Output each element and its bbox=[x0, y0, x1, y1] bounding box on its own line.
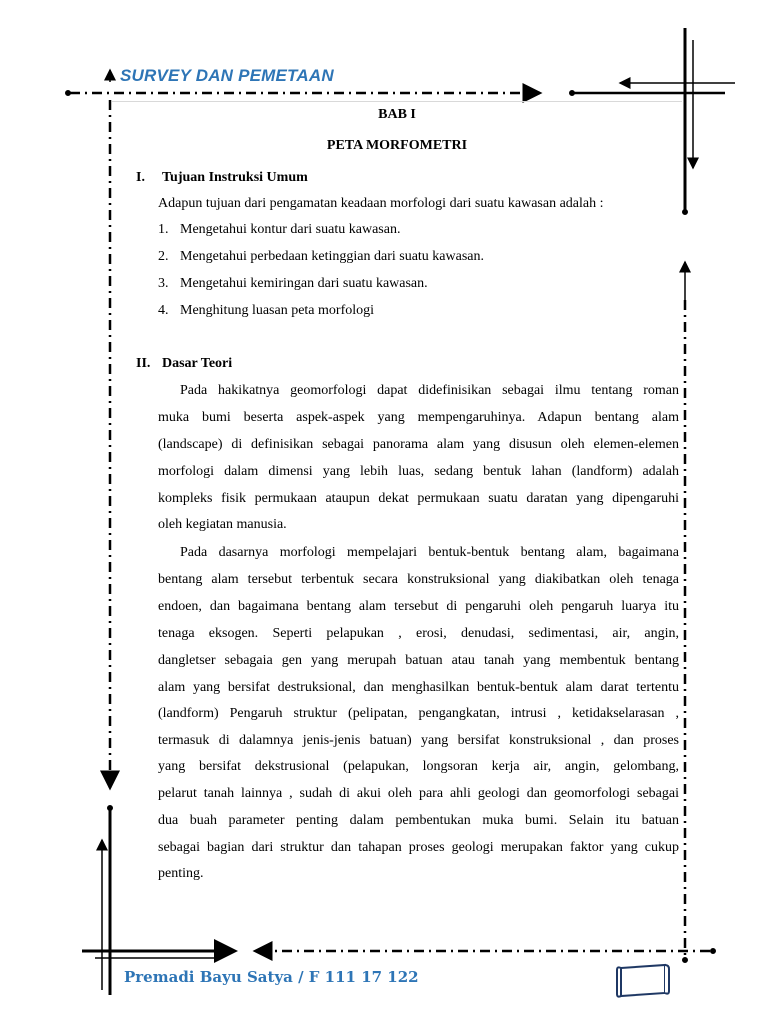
header-title: SURVEY DAN PEMETAAN bbox=[120, 66, 334, 85]
list-item-number: 1. bbox=[158, 222, 169, 237]
paragraph-line: tenaga eksogen. Seperti pelapukan , erosi, denudasi, sedimentasi, air, angin, bbox=[158, 626, 679, 641]
paragraph-line: alam yang bersifat destruksional, dan menghasilkan bentuk-bentuk alam darat tertentu bbox=[158, 680, 679, 695]
paragraph-line: oleh kegiatan manusia. bbox=[158, 517, 287, 532]
paragraph-line: (landscape) di definisikan sebagai panorama alam yang disusun oleh elemen-elemen bbox=[158, 437, 679, 452]
list-item-number: 2. bbox=[158, 249, 169, 264]
section1-intro: Adapun tujuan dari pengamatan keadaan morfologi dari suatu kawasan adalah : bbox=[158, 196, 604, 211]
list-item: Mengetahui kemiringan dari suatu kawasan. bbox=[180, 276, 428, 291]
list-item-number: 3. bbox=[158, 276, 169, 291]
paragraph-line: termasuk di dalamnya jenis-jenis batuan) yang bersifat konstruksional , dan proses bbox=[158, 733, 679, 748]
paragraph-line: (landform) Pengaruh struktur (pelipatan, pengangkatan, intrusi , ketidakselarasan , bbox=[158, 706, 679, 721]
footer-author: Premadi Bayu Satya / F 111 17 122 bbox=[124, 968, 419, 986]
paragraph-line: kompleks fisik permukaan ataupun dekat permukaan suatu daratan yang dipengaruhi bbox=[158, 491, 679, 506]
paragraph-line: penting. bbox=[158, 866, 204, 881]
paragraph-line: endoen, dan bagaimana bentang alam tersebut di pengaruhi oleh pengaruh luarya itu bbox=[158, 599, 679, 614]
paragraph-line: Pada hakikatnya geomorfologi dapat didefinisikan sebagai ilmu tentang roman bbox=[180, 383, 679, 398]
paragraph-line: Pada dasarnya morfologi mempelajari bentuk-bentuk bentang alam, bagaimana bbox=[180, 545, 679, 560]
chapter-label: BAB I bbox=[378, 107, 416, 122]
paragraph-line: dua buah parameter penting dalam pembentukan muka bumi. Selain itu batuan bbox=[158, 813, 679, 828]
list-item-number: 4. bbox=[158, 303, 169, 318]
section2-heading: Dasar Teori bbox=[162, 356, 233, 371]
paragraph-line: pelarut tanah lainnya , sudah di akui oleh para ahli geologi dan geomorfologi sebagai bbox=[158, 786, 679, 801]
list-item: Menghitung luasan peta morfologi bbox=[180, 303, 375, 318]
paragraph-line: yang bersifat dekstrusional (pelapukan, longsoran kerja air, angin, gelombang, bbox=[158, 759, 679, 774]
paragraph-line: muka bumi beserta aspek-aspek yang mempengaruhinya. Adapun bentang alam bbox=[158, 410, 679, 425]
header-rule bbox=[112, 101, 682, 102]
chapter-title: PETA MORFOMETRI bbox=[326, 138, 468, 153]
section1-heading: Tujuan Instruksi Umum bbox=[162, 170, 308, 185]
section1-number: I. bbox=[136, 170, 145, 185]
paragraph-line: morfologi dalam dimensi yang lebih luas, sedang bentuk lahan (landform) adalah bbox=[158, 464, 679, 479]
scroll-ornament bbox=[617, 965, 669, 997]
paragraph-line: dangletser sebagaia gen yang merupah batuan atau tanah yang membentuk bentang bbox=[158, 653, 679, 668]
paragraph-line: bentang alam tersebut terbentuk secara konstruksional yang diakibatkan oleh tenaga bbox=[158, 572, 679, 587]
section2-number: II. bbox=[136, 356, 151, 371]
list-item: Mengetahui kontur dari suatu kawasan. bbox=[180, 222, 401, 237]
list-item: Mengetahui perbedaan ketinggian dari suatu kawasan. bbox=[180, 249, 485, 264]
paragraph-line: sebagai bagian dari struktur dan tahapan proses geologi merupakan faktor yang cukup bbox=[158, 840, 679, 855]
